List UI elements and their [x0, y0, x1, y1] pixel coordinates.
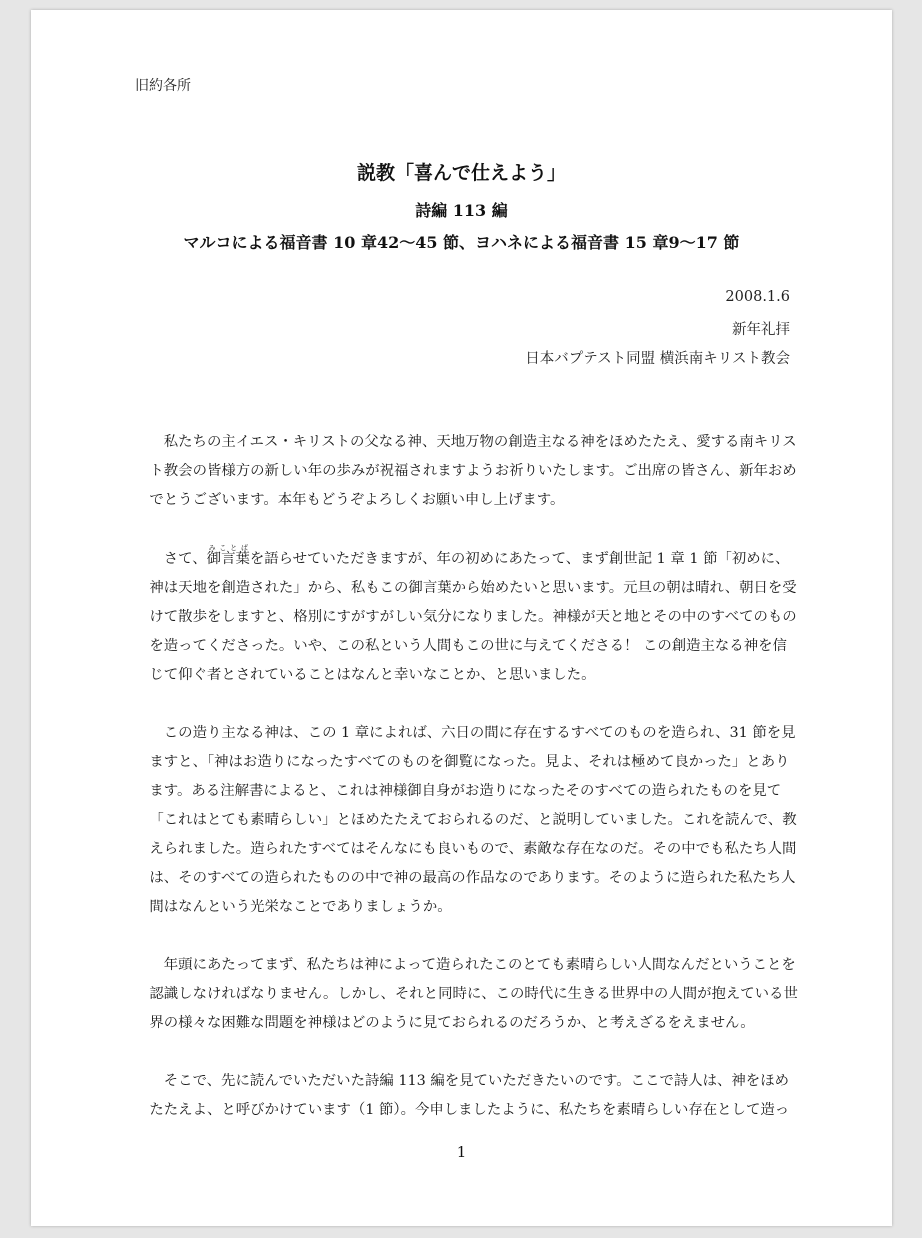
church-name: 日本バプテスト同盟 横浜南キリスト教会 — [525, 351, 790, 367]
text-line: 私たちの主イエス・キリストの父なる神、天地万物の創造主なる神をほめたたえ、愛する南キリス — [149, 434, 797, 450]
paragraph-3 — [135, 719, 797, 922]
text-line: 間はなんという光栄なことでありましょうか。 — [149, 899, 452, 915]
text-line: は、そのすべての造られたものの中で神の最高の作品なのであります。そのように造られた私たち人 — [149, 870, 796, 886]
text-line: 認識しなければなりません。しかし、それと同時に、この時代に生きる世界中の人間が抱えている世 — [149, 986, 798, 1002]
text-line: たたえよ、と呼びかけています（1 節）。今申しましたように、私たちを素晴らしい存在として造っ — [149, 1102, 790, 1118]
text-line: ますと、「神はお造りになったすべてのものを御覧になった。見よ、それは極めて良かった」とあり — [149, 754, 790, 770]
gospel-reference: マルコによる福音書 10 章42～45 節、ヨハネによる福音書 15 章9～17 節 — [183, 233, 740, 252]
text-line: えられました。造られたすべてはそんなにも良いもので、素敵な存在なのだ。その中でも私たち人間 — [149, 841, 797, 857]
header-note: 旧約各所 — [135, 78, 191, 94]
ruby-word: 御言葉みことば — [206, 544, 250, 567]
text-line: でとうございます。本年もどうぞよろしくお願い申し上げます。 — [149, 492, 565, 508]
text-line: この造り主なる神は、この 1 章によれば、六日の間に存在するすべてのものを造られ、31 節を見 — [149, 725, 796, 741]
sermon-date: 2008.1.6 — [725, 289, 790, 305]
text-line: そこで、先に読んでいただいた詩編 113 編を見ていただきたいのです。ここで詩人は、神をほめ — [149, 1073, 789, 1089]
text-line: ト教会の皆様方の新しい年の歩みが祝福されますようお祈りいたします。ご出席の皆さん、新年おめ — [149, 463, 797, 479]
text-line: 神は天地を創造された」から、私もこの御言葉から始めたいと思います。元旦の朝は晴れ、朝日を受 — [149, 580, 797, 596]
page-number: 1 — [456, 1143, 467, 1161]
service-name: 新年礼拝 — [732, 322, 790, 338]
document-page — [31, 10, 892, 1226]
text-line: じて仰ぐ者とされていることはなんと幸いなことか、と思いました。 — [149, 667, 596, 683]
text-line: 年頭にあたってまず、私たちは神によって造られたこのとても素晴らしい人間なんだということを — [149, 957, 796, 973]
text-line: を造ってくださった。いや、この私という人間もこの世に与えてくださる！ この創造主なる神を信 — [149, 638, 787, 654]
text-line: さて、御言葉みことばを語らせていただきますが、年の初めにあたって、まず創世記 1 章 1 節「初めに、 — [149, 544, 790, 567]
text-line: けて散歩をしますと、格別にすがすがしい気分になりました。神様が天と地とその中のすべてのもの — [149, 609, 797, 625]
text-line: ます。ある注解書によると、これは神様御自身がお造りになったそのすべての造られたものを見て — [149, 783, 782, 799]
sermon-body — [135, 428, 798, 1154]
sermon-title: 説教「喜んで仕えよう」 — [356, 162, 566, 184]
paragraph-2 — [135, 544, 797, 690]
text-line: 界の様々な困難な問題を神様はどのように見ておられるのだろうか、と考えざるをえません。 — [149, 1015, 755, 1031]
paragraph-1 — [135, 428, 797, 515]
ruby-lead: さて、 — [149, 551, 207, 567]
paragraph-4 — [135, 951, 798, 1038]
ruby-reading: みことば — [206, 544, 250, 552]
text-line: 「これはとても素晴らしい」とほめたたえておられるのだ、と説明していました。これを読んで、教 — [149, 812, 797, 828]
psalm-reference: 詩編 113 編 — [415, 201, 508, 220]
paragraph-5 — [135, 1067, 791, 1125]
